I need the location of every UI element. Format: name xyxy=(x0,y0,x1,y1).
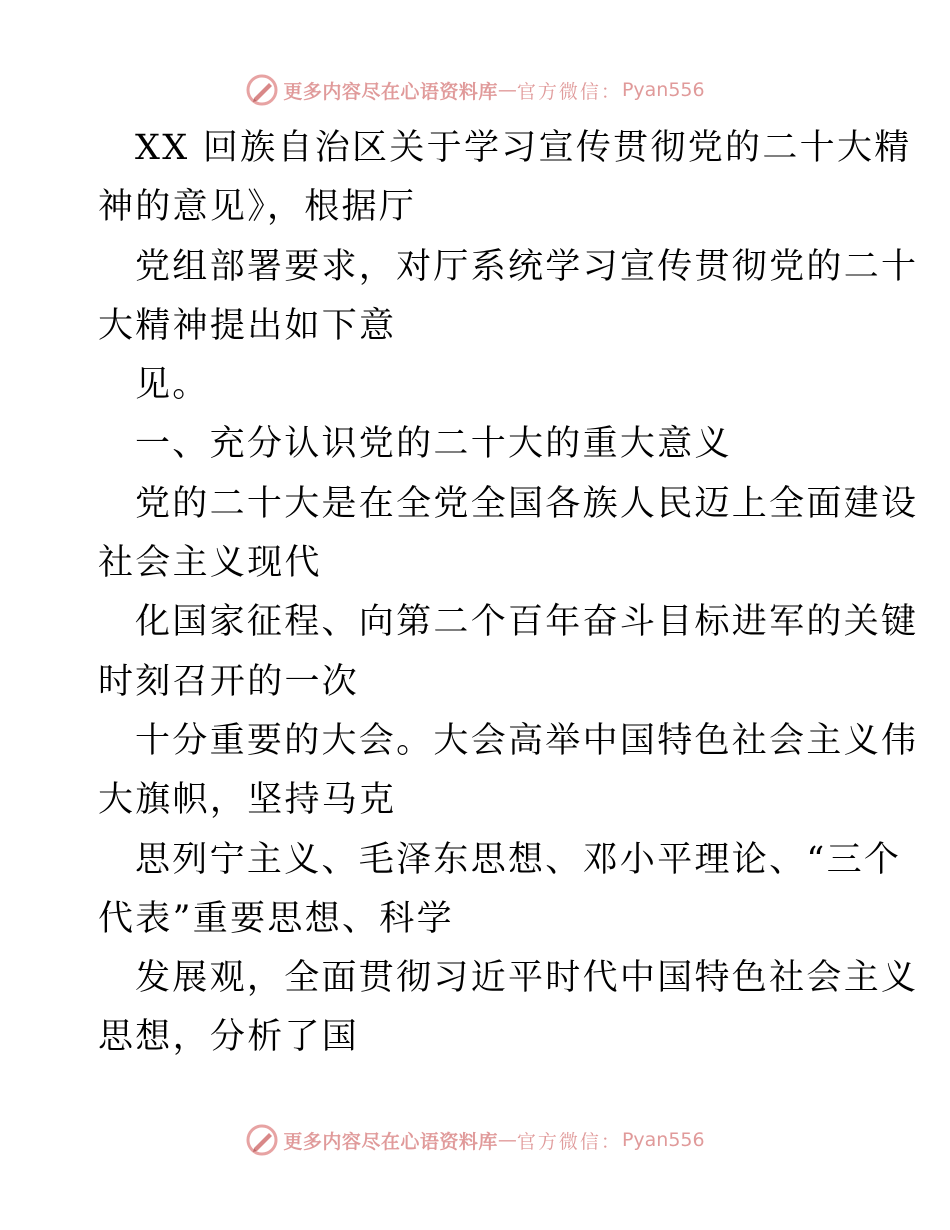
watermark-separator: — xyxy=(497,79,517,101)
document-body xyxy=(98,119,919,1068)
text-line: 神的意见》，根据厅 xyxy=(98,187,417,228)
watermark-official-label: 官方微信： xyxy=(516,1130,622,1153)
text-line: 见。 xyxy=(135,365,210,406)
pen-logo-icon xyxy=(245,73,279,107)
text-line: 时刻召开的一次 xyxy=(98,661,360,702)
watermark-wechat-id: Pyan556 xyxy=(621,1129,705,1151)
watermark-site-text: 更多内容尽在心语资料库 xyxy=(283,1130,498,1153)
text-line: 十分重要的大会。大会高举中国特色社会主义伟 xyxy=(135,720,919,761)
text-line: 发展观，全面贯彻习近平时代中国特色社会主义 xyxy=(135,958,919,999)
text-line: 党的二十大是在全党全国各族人民迈上全面建设 xyxy=(135,483,919,524)
text-line: 大旗帜，坚持马克 xyxy=(98,780,397,821)
watermark-separator: — xyxy=(497,1129,517,1151)
pen-logo-icon xyxy=(245,1123,279,1157)
header-watermark xyxy=(0,70,950,110)
watermark-wechat-id: Pyan556 xyxy=(621,79,705,101)
watermark-official-label: 官方微信： xyxy=(516,80,622,103)
text-line: XX 回族自治区关于学习宣传贯彻党的二十大精 xyxy=(135,128,912,168)
watermark-site-text: 更多内容尽在心语资料库 xyxy=(283,80,498,103)
text-line: 党组部署要求，对厅系统学习宣传贯彻党的二十 xyxy=(135,246,919,287)
text-line: 化国家征程、向第二个百年奋斗目标进军的关键 xyxy=(135,602,919,643)
text-line: 一、充分认识党的二十大的重大意义 xyxy=(135,424,732,465)
text-line: 代表”重要思想、科学 xyxy=(98,898,454,939)
footer-watermark xyxy=(0,1120,950,1160)
text-line: 社会主义现代 xyxy=(98,543,322,584)
text-line: 大精神提出如下意 xyxy=(98,305,397,346)
text-line: 思列宁主义、毛泽东思想、邓小平理论、“三个 xyxy=(135,839,902,880)
text-line: 思想，分析了国 xyxy=(98,1017,360,1058)
